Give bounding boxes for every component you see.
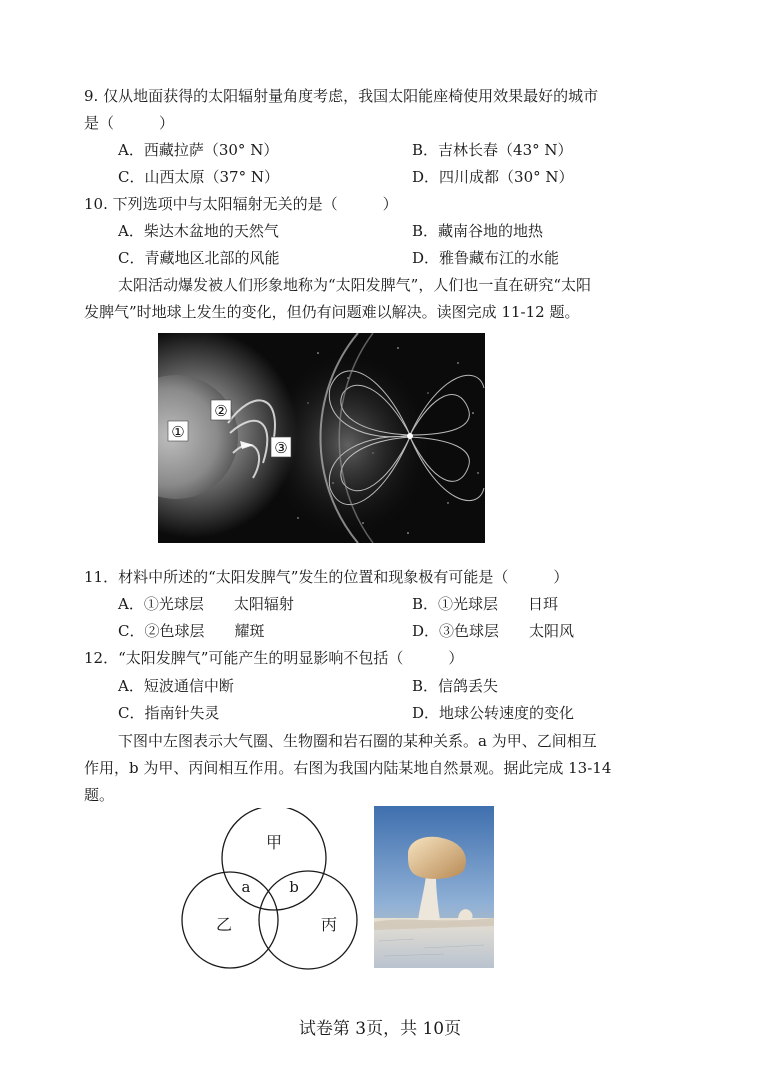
spheres-venn-diagram — [178, 808, 368, 970]
q10-option-b: B．藏南谷地的地热 — [412, 222, 544, 240]
venn-label-bing: 丙 — [320, 915, 338, 934]
passage2-line1: 下图中左图表示大气圈、生物圈和岩石圈的某种关系。a 为甲、乙间相互 — [118, 732, 597, 750]
q9-option-c: C．山西太原（37° N） — [118, 168, 279, 186]
solar-activity-figure — [158, 333, 485, 543]
q12-stem: 12．“太阳发脾气”可能产生的明显影响不包括（ ） — [84, 649, 464, 667]
inland-landscape-photo — [374, 806, 494, 968]
q12-option-c: C．指南针失灵 — [118, 704, 220, 722]
q9-stem-line2: 是（ ） — [84, 114, 175, 132]
solar-activity-illustration — [158, 333, 485, 543]
venn-circle-jia — [222, 808, 326, 910]
venn-circle-bing — [259, 871, 357, 969]
q10-stem: 10. 下列选项中与太阳辐射无关的是（ ） — [84, 195, 398, 213]
marker-1 — [168, 421, 188, 441]
q9-stem-line1: 9. 仅从地面获得的太阳辐射量角度考虑，我国太阳能座椅使用效果最好的城市 — [84, 87, 599, 105]
earth — [407, 433, 413, 439]
venn-label-b: b — [289, 878, 299, 896]
q10-option-a: A．柴达木盆地的天然气 — [118, 222, 279, 240]
venn-label-yi: 乙 — [215, 915, 233, 934]
q9-option-d: D．四川成都（30° N） — [412, 168, 574, 186]
q10-option-d: D．雅鲁藏布江的水能 — [412, 249, 560, 267]
venn-svg — [178, 808, 368, 970]
marker-3 — [271, 437, 291, 457]
marker-2-label: ② — [214, 402, 228, 420]
q12-option-b: B．信鸽丢失 — [412, 677, 499, 695]
q10-option-c: C．青藏地区北部的风能 — [118, 249, 280, 267]
passage1-line1: 太阳活动爆发被人们形象地称为“太阳发脾气”，人们也一直在研究“太阳 — [118, 276, 592, 294]
q9-option-a: A．西藏拉萨（30° N） — [118, 141, 279, 159]
mushroom-rock-illustration — [374, 806, 494, 968]
q11-option-a: A．①光球层 太阳辐射 — [118, 595, 294, 613]
marker-1-label: ① — [171, 423, 185, 441]
q9-option-b: B．吉林长春（43° N） — [412, 141, 573, 159]
q11-option-d: D．③色球层 太阳风 — [412, 622, 575, 640]
q12-option-d: D．地球公转速度的变化 — [412, 704, 575, 722]
q11-option-b: B．①光球层 日珥 — [412, 595, 559, 613]
marker-3-label: ③ — [274, 439, 288, 457]
q11-option-c: C．②色球层 耀斑 — [118, 622, 265, 640]
q12-option-a: A．短波通信中断 — [118, 677, 234, 695]
venn-label-jia: 甲 — [265, 833, 283, 852]
passage2-line2: 作用，b 为甲、丙间相互作用。右图为我国内陆某地自然景观。据此完成 13-14 — [84, 759, 612, 777]
venn-label-a: a — [241, 878, 251, 896]
passage1-line2: 发脾气”时地球上发生的变化，但仍有问题难以解决。读图完成 11-12 题。 — [84, 303, 580, 321]
q11-stem: 11．材料中所述的“太阳发脾气”发生的位置和现象极有可能是（ ） — [84, 568, 569, 586]
marker-2 — [211, 400, 231, 420]
page-footer: 试卷第 3页，共 10页 — [298, 1019, 462, 1039]
passage2-line3: 题。 — [84, 786, 115, 804]
